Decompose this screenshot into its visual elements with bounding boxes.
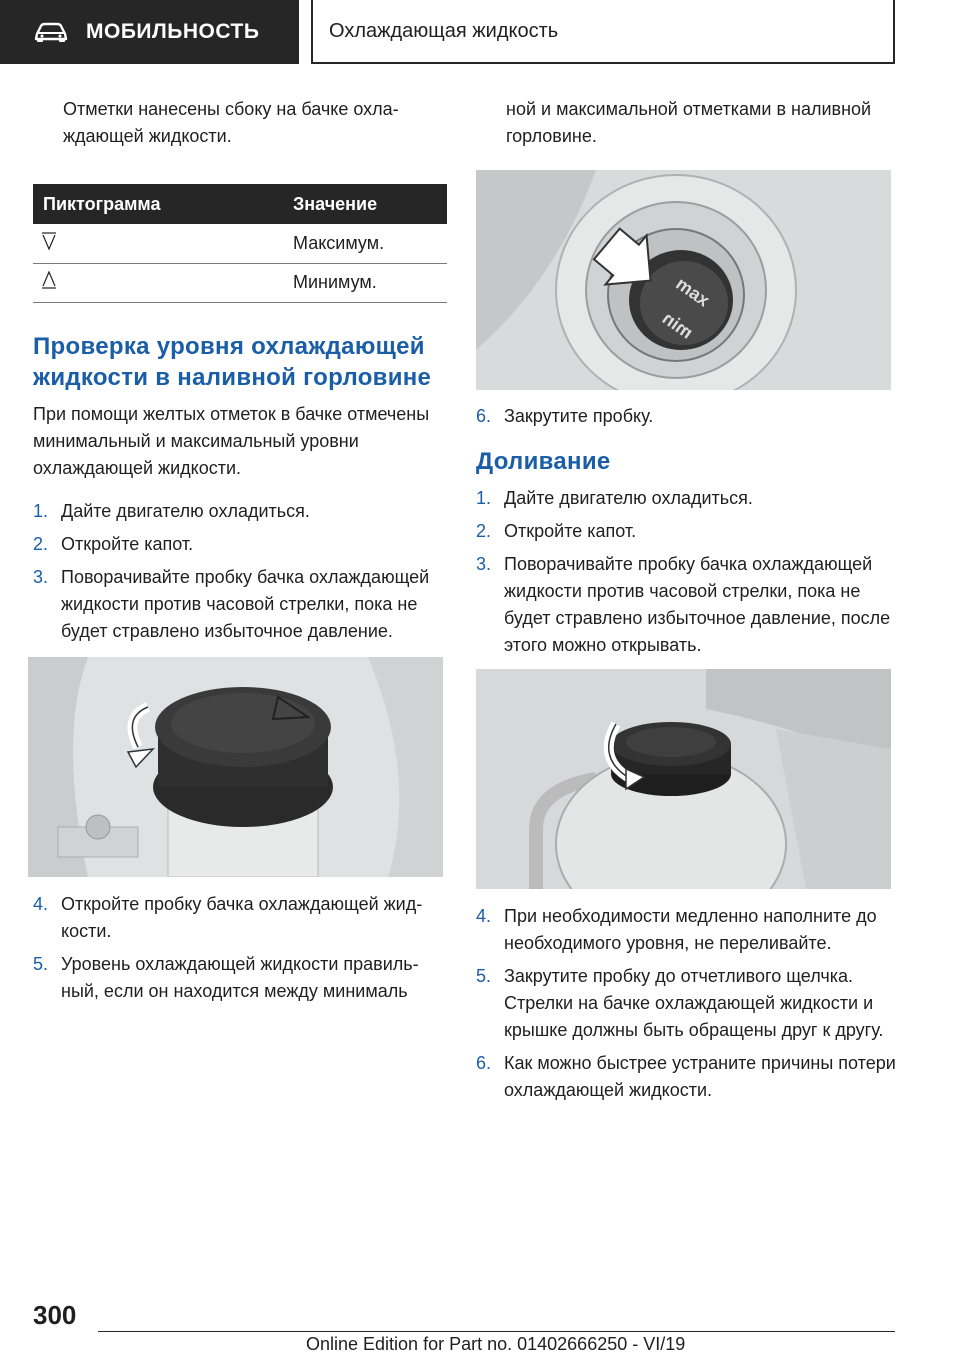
section-heading-check-level: Проверка уровня охлаждающей жидкости в наливной горловине [33,332,432,391]
steps-list-step6 [476,403,896,430]
steps-list-a [33,498,447,645]
list-item: 2. Откройте капот. [476,521,637,541]
list-item: 1. Дайте двигателю охладиться. [476,488,753,508]
steps-list-b [33,891,447,1005]
continued-paragraph: ной и максимальной отметками в наливной горловине. [506,99,872,146]
section-tab[interactable] [0,0,299,64]
photo-filler-neck [476,170,891,390]
list-item: 4. Откройте пробку бачка охлаждающей жидкости. [33,894,423,941]
table-header-row [33,184,447,224]
photo-cap-open [28,657,443,877]
table-header-meaning: Значение [263,184,447,224]
right-column [476,96,896,150]
list-item: 1. Дайте двигателю охладиться. [33,500,310,521]
min-mark-icon [41,270,57,290]
left-column [33,96,447,651]
max-label: max [672,273,714,311]
steps-list-c [476,485,896,659]
pictogram-table [33,184,447,303]
table-row [33,263,447,302]
footer-divider [98,1331,895,1332]
topic-title: Охлаждающая жидкость [329,19,559,42]
list-item: 3. Поворачивайте пробку бачка охлаждающей жидкости против часовой стрелки, пока не будет стравлено избыточное давление, после этого можно открывать. [476,554,891,655]
check-level-paragraph: При помощи желтых отметок в бачке отмечены минимальный и максимальный уровни охлаждающей жидкости. [33,403,430,478]
max-mark-icon [41,231,57,251]
list-item: 2. Откройте капот. [33,533,194,554]
list-item: 5. Уровень охлаждающей жидкости правильный, если он находится между минималь [33,954,419,1001]
footer-edition: Online Edition for Part no. 01402666250 - VI/19 [306,1334,686,1354]
car-icon [34,21,68,43]
section-heading-top-up: Доливание [476,448,611,475]
list-item: 6. Как можно быстрее устраните причины потери охлаждающей жидкости. [476,1053,896,1100]
topic-tab[interactable] [311,0,895,64]
intro-paragraph: Отметки нанесены сбоку на бачке охлаждающей жидкости. [63,99,399,146]
table-cell-value: Максимум. [263,224,447,263]
table-header-pictogram: Пиктограмма [33,184,263,224]
section-title: МОБИЛЬНОСТЬ [86,20,260,43]
table-row [33,224,447,263]
table-cell-value: Минимум. [263,263,447,302]
list-item: 3. Поворачивайте пробку бачка охлаждающей жидкости против часовой стрелки, пока не будет стравлено избыточное давление. [33,566,430,641]
photo-reservoir [476,669,891,889]
list-item: 6. Закрутите пробку. [476,406,654,426]
steps-list-d [476,903,896,1104]
list-item: 5. Закрутите пробку до отчетливого щелчка. Стрелки на бачке охлаждающей жидкости и крышке должны быть обращены друг к другу. [476,966,884,1040]
page-number: 300 [33,1300,77,1330]
min-label: min [658,308,697,343]
list-item: 4. При необходимости медленно наполните до необходимого уровня, не переливайте. [476,906,877,953]
